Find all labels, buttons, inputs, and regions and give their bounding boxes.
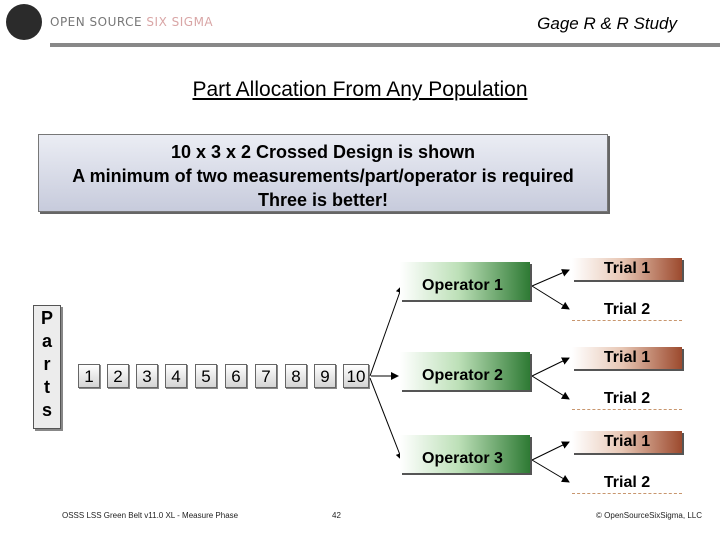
operator-1-trial-1: Trial 1 xyxy=(572,258,682,280)
operator-2-trial-1: Trial 1 xyxy=(572,347,682,369)
part-number: 7 xyxy=(255,364,277,388)
footer-copyright: © OpenSourceSixSigma, LLC xyxy=(596,511,702,520)
part-number: 9 xyxy=(314,364,336,388)
arrow-to-operator-1 xyxy=(370,286,402,376)
footer-course: OSSS LSS Green Belt v11.0 XL - Measure Phase xyxy=(62,511,239,520)
operator-1-trial-2: Trial 2 xyxy=(572,299,682,321)
slide-title: Gage R & R Study xyxy=(537,14,677,33)
operator-1-box: Operator 1 xyxy=(400,262,530,300)
part-number: 8 xyxy=(285,364,307,388)
arrow-op2-trial1 xyxy=(532,358,569,376)
part-number: 2 xyxy=(107,364,129,388)
arrow-op2-trial2 xyxy=(532,376,569,399)
part-number: 3 xyxy=(136,364,158,388)
parts-letter: P xyxy=(40,308,53,328)
operator-2-box: Operator 2 xyxy=(400,352,530,390)
arrow-op1-trial1 xyxy=(532,270,569,286)
operator-3-box: Operator 3 xyxy=(400,435,530,473)
logo-text: OPEN SOURCE SIX SIGMA xyxy=(50,15,214,29)
parts-letter: t xyxy=(44,377,50,397)
arrow-op1-trial2 xyxy=(532,286,569,309)
footer-page-number: 42 xyxy=(332,511,341,520)
info-line: 10 x 3 x 2 Crossed Design is shown xyxy=(170,142,476,162)
operator-3-trial-1: Trial 1 xyxy=(572,431,682,453)
arrow-to-operator-3 xyxy=(370,378,402,460)
part-number: 4 xyxy=(165,364,187,388)
info-line: A minimum of two measurements/part/operator is required xyxy=(72,166,574,186)
part-number: 1 xyxy=(78,364,100,388)
info-line: Three is better! xyxy=(257,190,389,210)
page-title: Part Allocation From Any Population xyxy=(192,78,528,101)
parts-letter: r xyxy=(43,354,51,374)
operator-2-trial-2: Trial 2 xyxy=(572,388,682,410)
operator-3-trial-2: Trial 2 xyxy=(572,472,682,494)
parts-letter: a xyxy=(41,331,52,351)
parts-letter: s xyxy=(41,400,52,420)
part-number: 6 xyxy=(225,364,247,388)
part-number: 5 xyxy=(195,364,217,388)
part-number: 10 xyxy=(343,364,369,388)
arrow-op3-trial2 xyxy=(532,460,569,482)
arrow-op3-trial1 xyxy=(532,442,569,460)
